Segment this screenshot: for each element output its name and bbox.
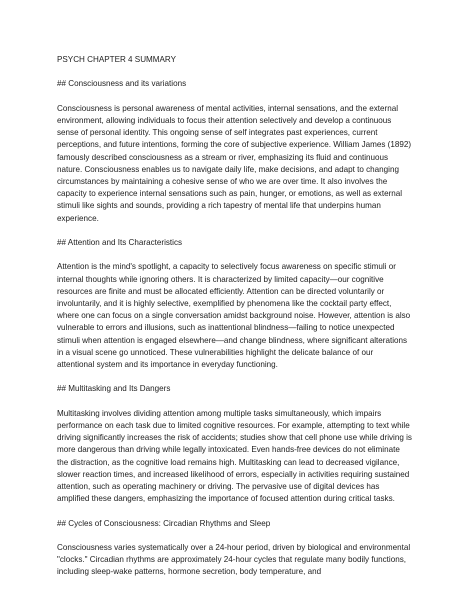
section-paragraph: Consciousness varies systematically over a 24-hour period, driven by biological and environmental "clocks." Circadian rhythms are approximately 24-hour cycles that regulate many bodily functions, including sleep-wake patterns, hormone secretion, body temperature, and [57,543,411,577]
section-heading: ## Cycles of Consciousness: Circadian Rhythms and Sleep [57,518,271,528]
section-heading: ## Consciousness and its variations [57,79,187,89]
section-attention [57,237,412,371]
document-title: PSYCH CHAPTER 4 SUMMARY [57,55,177,64]
section-heading: ## Multitasking and Its Dangers [57,384,171,394]
section-paragraph: Attention is the mind's spotlight, a capacity to selectively focus awareness on specific stimuli or internal thoughts while ignoring others. It is characterized by limited capacity—our cognitive resources are finite and must be allocated efficiently. Attention can be directed voluntarily or involuntarily, and it is highly selective, exemplified by phenomena like the cocktail party effect, where one can focus on a single conversation amidst background noise. However, attention is also vulnerable to errors and illusions, such as inattentional blindness—failing to notice unexpected stimuli when attention is engaged elsewhere—and change blindness, where significant alterations in a visual scene go unnoticed. These vulnerabilities highlight the delicate balance of our attentional system and its importance in everyday functioning. [57,262,411,370]
document-content [57,54,412,591]
section-cycles-of-consciousness [57,518,412,579]
section-multitasking [57,383,412,505]
section-heading: ## Attention and Its Characteristics [57,238,183,247]
section-consciousness [57,78,412,224]
section-paragraph: Multitasking involves dividing attention among multiple tasks simultaneously, which impairs performance on each task due to limited cognitive resources. For example, attempting to text while driving significantly increases the risk of accidents; studies show that cell phone use while driving is more dangerous than driving while legally intoxicated. Even hands-free devices do not eliminate the distraction, as the cognitive load remains high. Multitasking can lead to decreased vigilance, slower reaction times, and increased likelihood of errors, especially in activities requiring sustained attention, such as operating machinery or driving. The pervasive use of digital devices has amplified these dangers, emphasizing the importance of focused attention during critical tasks. [57,408,412,504]
section-paragraph: Consciousness is personal awareness of mental activities, internal sensations, and the external environment, allowing individuals to focus their attention selectively and develop a continuous sense of personal identity. This ongoing sense of self integrates past experiences, current perceptions, and future intentions, forming the core of subjective experience. William James (1892) famously described consciousness as a stream or river, emphasizing its fluid and continuous nature. Consciousness enables us to navigate daily life, make decisions, and adapt to changing circumstances by maintaining a cohesive sense of who we are over time. It also involves the capacity to experience internal sensations such as pain, hunger, or emotions, as well as external stimuli like sights and sounds, providing a rich tapestry of mental life that underpins human experience. [57,103,412,223]
